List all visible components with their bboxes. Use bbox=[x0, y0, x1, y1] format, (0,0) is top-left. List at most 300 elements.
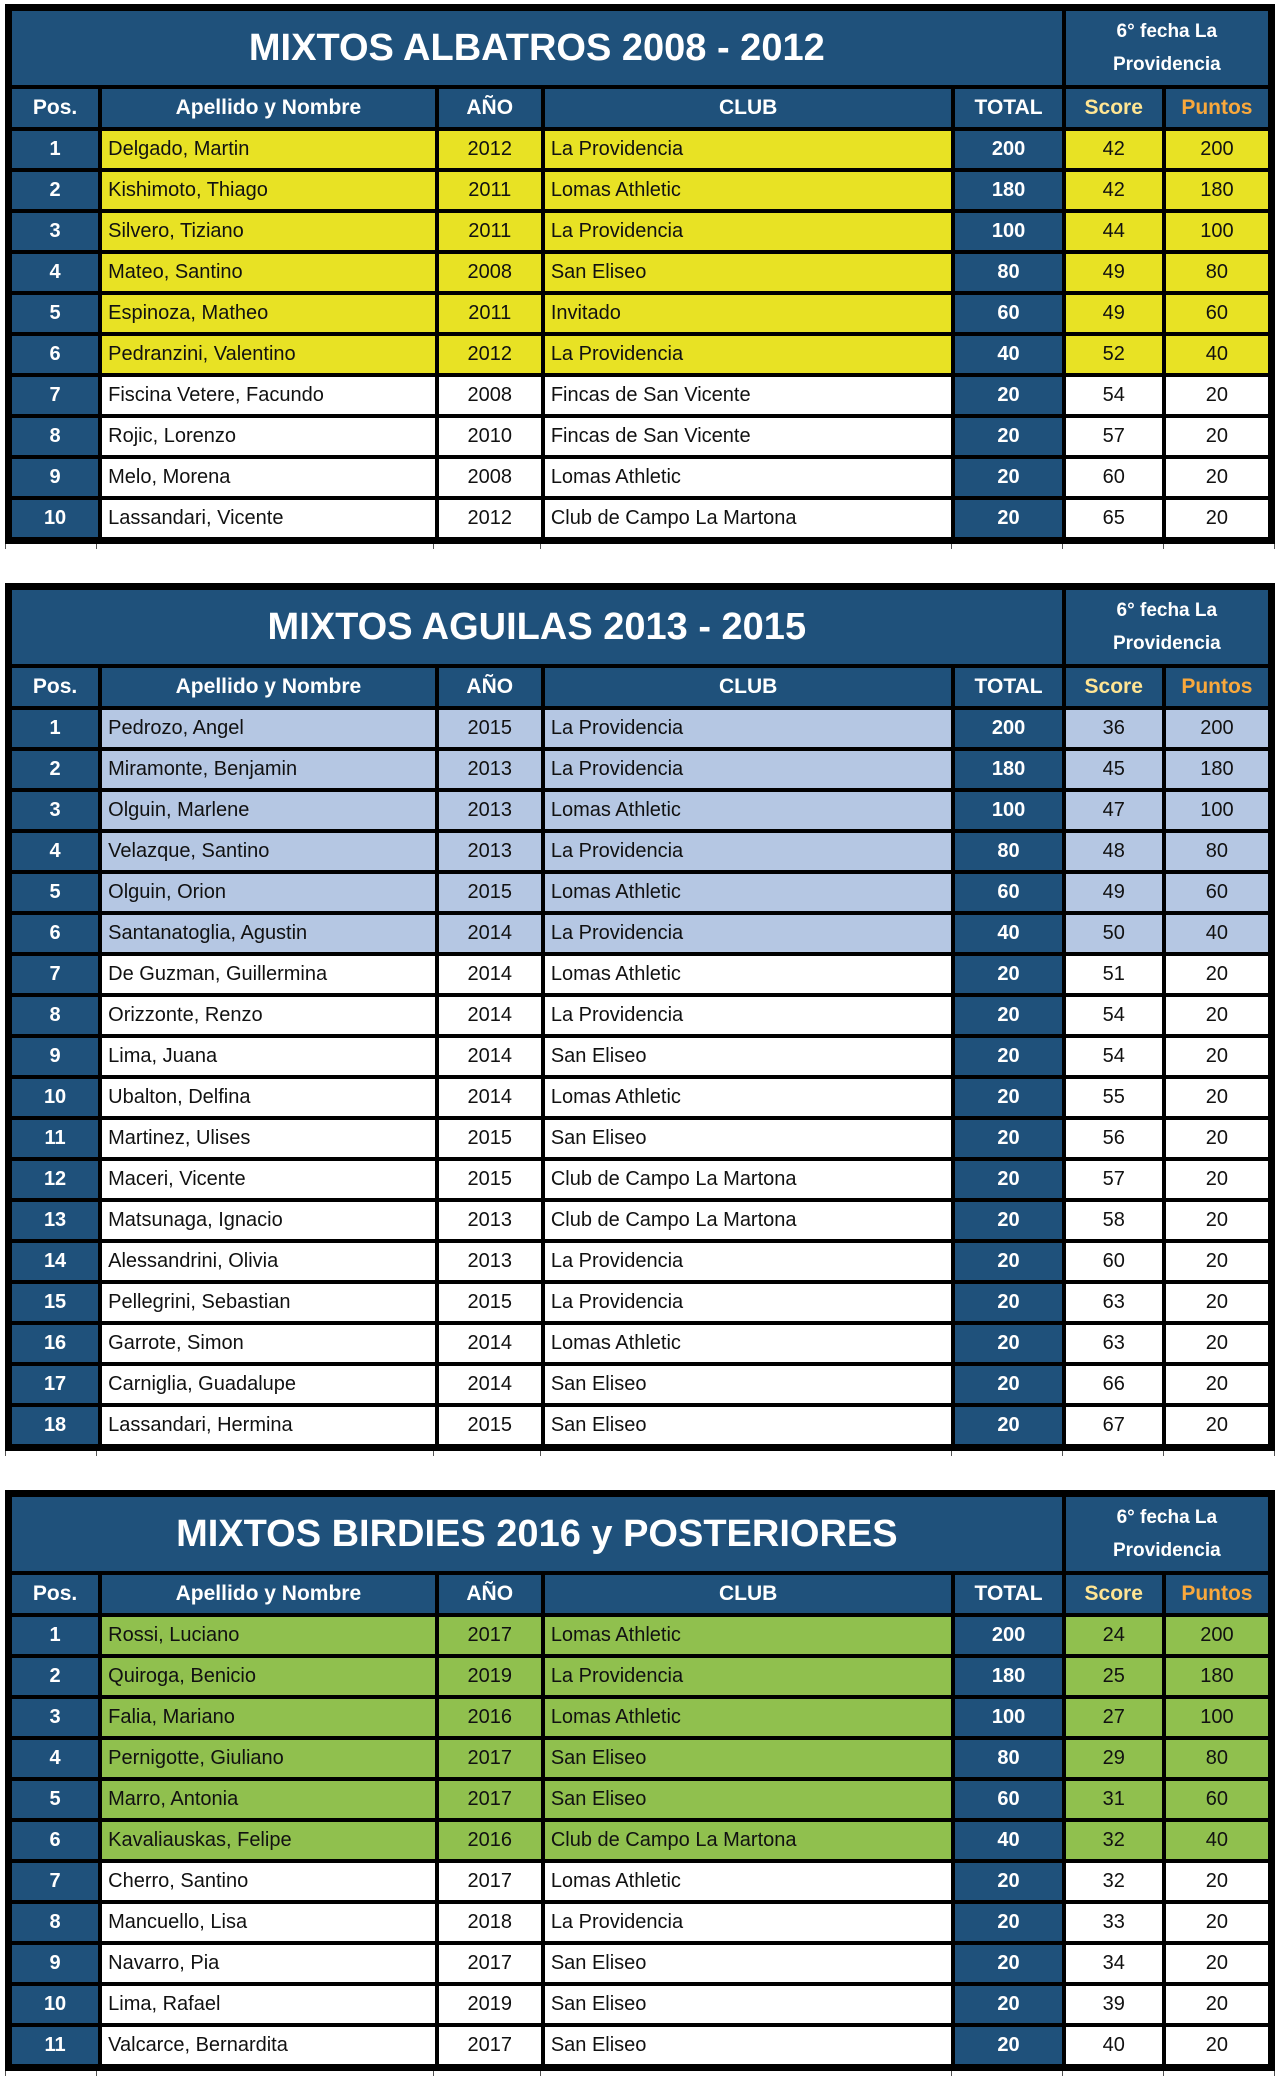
puntos-cell: 20 bbox=[1164, 1943, 1270, 1984]
pos-cell: 5 bbox=[10, 872, 100, 913]
club-cell: San Eliseo bbox=[543, 1118, 954, 1159]
pos-cell: 7 bbox=[10, 1861, 100, 1902]
puntos-cell: 20 bbox=[1164, 457, 1270, 498]
year-cell: 2015 bbox=[437, 1159, 543, 1200]
col-header-pos: Pos. bbox=[10, 666, 100, 708]
total-cell: 20 bbox=[953, 1200, 1063, 1241]
year-cell: 2013 bbox=[437, 790, 543, 831]
table-row bbox=[10, 1697, 1270, 1738]
table-frame bbox=[5, 4, 1275, 544]
score-cell: 48 bbox=[1064, 831, 1164, 872]
col-header-score: Score bbox=[1064, 1573, 1164, 1615]
score-cell: 55 bbox=[1064, 1077, 1164, 1118]
table-row bbox=[10, 457, 1270, 498]
name-cell: Espinoza, Matheo bbox=[100, 293, 437, 334]
name-cell: Pellegrini, Sebastian bbox=[100, 1282, 437, 1323]
table-title: MIXTOS AGUILAS 2013 - 2015 bbox=[10, 588, 1064, 666]
table-row bbox=[10, 416, 1270, 457]
puntos-cell: 60 bbox=[1164, 1779, 1270, 1820]
club-cell: Lomas Athletic bbox=[543, 872, 954, 913]
pos-cell: 2 bbox=[10, 749, 100, 790]
col-header-total: TOTAL bbox=[953, 666, 1063, 708]
col-header-year: AÑO bbox=[437, 666, 543, 708]
puntos-cell: 20 bbox=[1164, 375, 1270, 416]
score-cell: 27 bbox=[1064, 1697, 1164, 1738]
total-cell: 80 bbox=[953, 831, 1063, 872]
pos-cell: 13 bbox=[10, 1200, 100, 1241]
total-cell: 180 bbox=[953, 170, 1063, 211]
name-cell: Kavaliauskas, Felipe bbox=[100, 1820, 437, 1861]
year-cell: 2012 bbox=[437, 498, 543, 539]
total-cell: 20 bbox=[953, 1861, 1063, 1902]
table-row bbox=[10, 954, 1270, 995]
puntos-cell: 40 bbox=[1164, 1820, 1270, 1861]
pos-cell: 8 bbox=[10, 1902, 100, 1943]
pos-cell: 9 bbox=[10, 457, 100, 498]
year-cell: 2010 bbox=[437, 416, 543, 457]
col-header-score: Score bbox=[1064, 666, 1164, 708]
total-cell: 20 bbox=[953, 416, 1063, 457]
pos-cell: 17 bbox=[10, 1364, 100, 1405]
club-cell: La Providencia bbox=[543, 129, 954, 170]
club-cell: Invitado bbox=[543, 293, 954, 334]
score-cell: 32 bbox=[1064, 1820, 1164, 1861]
pos-cell: 1 bbox=[10, 708, 100, 749]
table-frame bbox=[5, 583, 1275, 1451]
year-cell: 2017 bbox=[437, 1615, 543, 1656]
club-cell: Lomas Athletic bbox=[543, 457, 954, 498]
pos-cell: 4 bbox=[10, 831, 100, 872]
total-cell: 20 bbox=[953, 375, 1063, 416]
puntos-cell: 60 bbox=[1164, 293, 1270, 334]
table-row bbox=[10, 2025, 1270, 2066]
name-cell: Velazque, Santino bbox=[100, 831, 437, 872]
name-cell: Kishimoto, Thiago bbox=[100, 170, 437, 211]
pos-cell: 8 bbox=[10, 416, 100, 457]
puntos-cell: 20 bbox=[1164, 2025, 1270, 2066]
name-cell: Lassandari, Hermina bbox=[100, 1405, 437, 1446]
club-cell: San Eliseo bbox=[543, 1984, 954, 2025]
club-cell: San Eliseo bbox=[543, 1405, 954, 1446]
table-row bbox=[10, 170, 1270, 211]
total-cell: 20 bbox=[953, 1282, 1063, 1323]
puntos-cell: 20 bbox=[1164, 498, 1270, 539]
name-cell: Valcarce, Bernardita bbox=[100, 2025, 437, 2066]
year-cell: 2016 bbox=[437, 1697, 543, 1738]
puntos-cell: 20 bbox=[1164, 954, 1270, 995]
name-cell: Santanatoglia, Agustin bbox=[100, 913, 437, 954]
pos-cell: 11 bbox=[10, 1118, 100, 1159]
total-cell: 20 bbox=[953, 498, 1063, 539]
score-cell: 45 bbox=[1064, 749, 1164, 790]
total-cell: 20 bbox=[953, 457, 1063, 498]
total-cell: 80 bbox=[953, 1738, 1063, 1779]
pos-cell: 1 bbox=[10, 1615, 100, 1656]
club-cell: La Providencia bbox=[543, 708, 954, 749]
partial-row-stub bbox=[5, 544, 1275, 549]
year-cell: 2014 bbox=[437, 954, 543, 995]
total-cell: 60 bbox=[953, 872, 1063, 913]
pos-cell: 2 bbox=[10, 170, 100, 211]
year-cell: 2013 bbox=[437, 749, 543, 790]
year-cell: 2016 bbox=[437, 1820, 543, 1861]
name-cell: Delgado, Martin bbox=[100, 129, 437, 170]
score-cell: 32 bbox=[1064, 1861, 1164, 1902]
pos-cell: 8 bbox=[10, 995, 100, 1036]
col-header-club: CLUB bbox=[543, 87, 954, 129]
score-cell: 63 bbox=[1064, 1323, 1164, 1364]
score-cell: 60 bbox=[1064, 457, 1164, 498]
year-cell: 2015 bbox=[437, 1405, 543, 1446]
club-cell: San Eliseo bbox=[543, 1364, 954, 1405]
club-cell: La Providencia bbox=[543, 1241, 954, 1282]
table-row bbox=[10, 1738, 1270, 1779]
table-row bbox=[10, 1323, 1270, 1364]
pos-cell: 10 bbox=[10, 498, 100, 539]
puntos-cell: 20 bbox=[1164, 416, 1270, 457]
pos-cell: 3 bbox=[10, 211, 100, 252]
event-label: 6° fecha La Providencia bbox=[1064, 588, 1270, 666]
col-header-club: CLUB bbox=[543, 1573, 954, 1615]
pos-cell: 4 bbox=[10, 252, 100, 293]
pos-cell: 7 bbox=[10, 375, 100, 416]
table-row bbox=[10, 708, 1270, 749]
table-row bbox=[10, 913, 1270, 954]
name-cell: Lassandari, Vicente bbox=[100, 498, 437, 539]
table-row bbox=[10, 1118, 1270, 1159]
table-row bbox=[10, 129, 1270, 170]
puntos-cell: 200 bbox=[1164, 129, 1270, 170]
col-header-name: Apellido y Nombre bbox=[100, 87, 437, 129]
year-cell: 2014 bbox=[437, 1077, 543, 1118]
puntos-cell: 20 bbox=[1164, 1282, 1270, 1323]
puntos-cell: 100 bbox=[1164, 1697, 1270, 1738]
name-cell: Olguin, Orion bbox=[100, 872, 437, 913]
event-label: 6° fecha La Providencia bbox=[1064, 9, 1270, 87]
puntos-cell: 40 bbox=[1164, 334, 1270, 375]
puntos-cell: 20 bbox=[1164, 1159, 1270, 1200]
table-row bbox=[10, 995, 1270, 1036]
table-frame bbox=[5, 1490, 1275, 2071]
col-header-year: AÑO bbox=[437, 87, 543, 129]
score-cell: 47 bbox=[1064, 790, 1164, 831]
year-cell: 2015 bbox=[437, 872, 543, 913]
col-header-puntos: Puntos bbox=[1164, 666, 1270, 708]
table-row bbox=[10, 1159, 1270, 1200]
year-cell: 2017 bbox=[437, 1861, 543, 1902]
pos-cell: 15 bbox=[10, 1282, 100, 1323]
puntos-cell: 200 bbox=[1164, 708, 1270, 749]
name-cell: Carniglia, Guadalupe bbox=[100, 1364, 437, 1405]
club-cell: Lomas Athletic bbox=[543, 1861, 954, 1902]
year-cell: 2014 bbox=[437, 995, 543, 1036]
name-cell: Rojic, Lorenzo bbox=[100, 416, 437, 457]
year-cell: 2012 bbox=[437, 129, 543, 170]
table-title: MIXTOS BIRDIES 2016 y POSTERIORES bbox=[10, 1495, 1064, 1573]
puntos-cell: 20 bbox=[1164, 1200, 1270, 1241]
total-cell: 20 bbox=[953, 1984, 1063, 2025]
title-row bbox=[10, 9, 1270, 87]
puntos-cell: 20 bbox=[1164, 1984, 1270, 2025]
results-table bbox=[5, 4, 1275, 549]
name-cell: Rossi, Luciano bbox=[100, 1615, 437, 1656]
name-cell: Alessandrini, Olivia bbox=[100, 1241, 437, 1282]
club-cell: Lomas Athletic bbox=[543, 1615, 954, 1656]
puntos-cell: 180 bbox=[1164, 749, 1270, 790]
club-cell: San Eliseo bbox=[543, 1943, 954, 1984]
club-cell: Club de Campo La Martona bbox=[543, 498, 954, 539]
club-cell: La Providencia bbox=[543, 211, 954, 252]
year-cell: 2017 bbox=[437, 1779, 543, 1820]
table-row bbox=[10, 1615, 1270, 1656]
club-cell: Club de Campo La Martona bbox=[543, 1820, 954, 1861]
club-cell: San Eliseo bbox=[543, 2025, 954, 2066]
score-cell: 34 bbox=[1064, 1943, 1164, 1984]
pos-cell: 14 bbox=[10, 1241, 100, 1282]
partial-row-stub bbox=[5, 1451, 1275, 1456]
score-cell: 40 bbox=[1064, 2025, 1164, 2066]
table-row bbox=[10, 498, 1270, 539]
club-cell: La Providencia bbox=[543, 1656, 954, 1697]
total-cell: 100 bbox=[953, 1697, 1063, 1738]
club-cell: Lomas Athletic bbox=[543, 170, 954, 211]
year-cell: 2019 bbox=[437, 1656, 543, 1697]
puntos-cell: 80 bbox=[1164, 831, 1270, 872]
total-cell: 80 bbox=[953, 252, 1063, 293]
name-cell: Pedranzini, Valentino bbox=[100, 334, 437, 375]
year-cell: 2017 bbox=[437, 1943, 543, 1984]
total-cell: 40 bbox=[953, 1820, 1063, 1861]
name-cell: Mateo, Santino bbox=[100, 252, 437, 293]
puntos-cell: 80 bbox=[1164, 252, 1270, 293]
pos-cell: 5 bbox=[10, 293, 100, 334]
pos-cell: 6 bbox=[10, 334, 100, 375]
club-cell: La Providencia bbox=[543, 749, 954, 790]
total-cell: 20 bbox=[953, 1118, 1063, 1159]
table-row bbox=[10, 1200, 1270, 1241]
club-cell: La Providencia bbox=[543, 831, 954, 872]
title-row bbox=[10, 588, 1270, 666]
name-cell: Lima, Rafael bbox=[100, 1984, 437, 2025]
puntos-cell: 20 bbox=[1164, 1323, 1270, 1364]
col-header-club: CLUB bbox=[543, 666, 954, 708]
pos-cell: 9 bbox=[10, 1943, 100, 1984]
puntos-cell: 20 bbox=[1164, 995, 1270, 1036]
score-cell: 65 bbox=[1064, 498, 1164, 539]
name-cell: Quiroga, Benicio bbox=[100, 1656, 437, 1697]
name-cell: Fiscina Vetere, Facundo bbox=[100, 375, 437, 416]
name-cell: Mancuello, Lisa bbox=[100, 1902, 437, 1943]
puntos-cell: 20 bbox=[1164, 1241, 1270, 1282]
table-row bbox=[10, 872, 1270, 913]
puntos-cell: 20 bbox=[1164, 1077, 1270, 1118]
name-cell: Navarro, Pia bbox=[100, 1943, 437, 1984]
name-cell: Ubalton, Delfina bbox=[100, 1077, 437, 1118]
standings-table bbox=[8, 1493, 1272, 2068]
name-cell: De Guzman, Guillermina bbox=[100, 954, 437, 995]
results-table bbox=[5, 583, 1275, 1456]
total-cell: 40 bbox=[953, 334, 1063, 375]
score-cell: 49 bbox=[1064, 872, 1164, 913]
total-cell: 200 bbox=[953, 129, 1063, 170]
year-cell: 2017 bbox=[437, 2025, 543, 2066]
year-cell: 2012 bbox=[437, 334, 543, 375]
score-cell: 66 bbox=[1064, 1364, 1164, 1405]
pos-cell: 6 bbox=[10, 913, 100, 954]
total-cell: 180 bbox=[953, 749, 1063, 790]
score-cell: 51 bbox=[1064, 954, 1164, 995]
pos-cell: 10 bbox=[10, 1984, 100, 2025]
club-cell: San Eliseo bbox=[543, 1036, 954, 1077]
pos-cell: 16 bbox=[10, 1323, 100, 1364]
year-cell: 2017 bbox=[437, 1738, 543, 1779]
table-row bbox=[10, 1861, 1270, 1902]
name-cell: Lima, Juana bbox=[100, 1036, 437, 1077]
total-cell: 20 bbox=[953, 1241, 1063, 1282]
pos-cell: 11 bbox=[10, 2025, 100, 2066]
name-cell: Pedrozo, Angel bbox=[100, 708, 437, 749]
total-cell: 20 bbox=[953, 1902, 1063, 1943]
table-row bbox=[10, 1241, 1270, 1282]
year-cell: 2019 bbox=[437, 1984, 543, 2025]
name-cell: Falia, Mariano bbox=[100, 1697, 437, 1738]
year-cell: 2015 bbox=[437, 708, 543, 749]
puntos-cell: 80 bbox=[1164, 1738, 1270, 1779]
club-cell: La Providencia bbox=[543, 995, 954, 1036]
standings-table bbox=[8, 586, 1272, 1448]
table-row bbox=[10, 749, 1270, 790]
club-cell: Lomas Athletic bbox=[543, 1323, 954, 1364]
table-row bbox=[10, 1077, 1270, 1118]
table-row bbox=[10, 1364, 1270, 1405]
total-cell: 180 bbox=[953, 1656, 1063, 1697]
table-row bbox=[10, 375, 1270, 416]
year-cell: 2014 bbox=[437, 913, 543, 954]
standings-table bbox=[8, 7, 1272, 541]
score-cell: 58 bbox=[1064, 1200, 1164, 1241]
column-header-row bbox=[10, 87, 1270, 129]
score-cell: 42 bbox=[1064, 170, 1164, 211]
club-cell: San Eliseo bbox=[543, 252, 954, 293]
club-cell: San Eliseo bbox=[543, 1738, 954, 1779]
column-header-row bbox=[10, 666, 1270, 708]
event-label: 6° fecha La Providencia bbox=[1064, 1495, 1270, 1573]
name-cell: Cherro, Santino bbox=[100, 1861, 437, 1902]
pos-cell: 6 bbox=[10, 1820, 100, 1861]
column-header-row bbox=[10, 1573, 1270, 1615]
score-cell: 29 bbox=[1064, 1738, 1164, 1779]
puntos-cell: 20 bbox=[1164, 1861, 1270, 1902]
year-cell: 2011 bbox=[437, 293, 543, 334]
puntos-cell: 20 bbox=[1164, 1036, 1270, 1077]
table-row bbox=[10, 334, 1270, 375]
pos-cell: 7 bbox=[10, 954, 100, 995]
name-cell: Silvero, Tiziano bbox=[100, 211, 437, 252]
total-cell: 20 bbox=[953, 1364, 1063, 1405]
puntos-cell: 180 bbox=[1164, 170, 1270, 211]
name-cell: Matsunaga, Ignacio bbox=[100, 1200, 437, 1241]
puntos-cell: 180 bbox=[1164, 1656, 1270, 1697]
club-cell: La Providencia bbox=[543, 334, 954, 375]
col-header-puntos: Puntos bbox=[1164, 87, 1270, 129]
puntos-cell: 200 bbox=[1164, 1615, 1270, 1656]
name-cell: Pernigotte, Giuliano bbox=[100, 1738, 437, 1779]
col-header-total: TOTAL bbox=[953, 1573, 1063, 1615]
score-cell: 39 bbox=[1064, 1984, 1164, 2025]
year-cell: 2014 bbox=[437, 1036, 543, 1077]
year-cell: 2008 bbox=[437, 375, 543, 416]
club-cell: Lomas Athletic bbox=[543, 1077, 954, 1118]
score-cell: 36 bbox=[1064, 708, 1164, 749]
table-row bbox=[10, 1943, 1270, 1984]
score-cell: 42 bbox=[1064, 129, 1164, 170]
col-header-total: TOTAL bbox=[953, 87, 1063, 129]
year-cell: 2015 bbox=[437, 1282, 543, 1323]
total-cell: 60 bbox=[953, 1779, 1063, 1820]
total-cell: 20 bbox=[953, 954, 1063, 995]
year-cell: 2008 bbox=[437, 252, 543, 293]
table-row bbox=[10, 1902, 1270, 1943]
pos-cell: 12 bbox=[10, 1159, 100, 1200]
total-cell: 100 bbox=[953, 211, 1063, 252]
table-row bbox=[10, 293, 1270, 334]
table-row bbox=[10, 252, 1270, 293]
score-cell: 60 bbox=[1064, 1241, 1164, 1282]
score-cell: 56 bbox=[1064, 1118, 1164, 1159]
table-row bbox=[10, 1779, 1270, 1820]
club-cell: La Providencia bbox=[543, 1902, 954, 1943]
year-cell: 2018 bbox=[437, 1902, 543, 1943]
puntos-cell: 20 bbox=[1164, 1902, 1270, 1943]
score-cell: 50 bbox=[1064, 913, 1164, 954]
name-cell: Martinez, Ulises bbox=[100, 1118, 437, 1159]
table-row bbox=[10, 790, 1270, 831]
pos-cell: 1 bbox=[10, 129, 100, 170]
table-row bbox=[10, 1656, 1270, 1697]
year-cell: 2011 bbox=[437, 170, 543, 211]
pos-cell: 3 bbox=[10, 1697, 100, 1738]
col-header-score: Score bbox=[1064, 87, 1164, 129]
club-cell: Club de Campo La Martona bbox=[543, 1159, 954, 1200]
col-header-pos: Pos. bbox=[10, 1573, 100, 1615]
year-cell: 2011 bbox=[437, 211, 543, 252]
score-cell: 24 bbox=[1064, 1615, 1164, 1656]
pos-cell: 5 bbox=[10, 1779, 100, 1820]
name-cell: Miramonte, Benjamin bbox=[100, 749, 437, 790]
table-row bbox=[10, 831, 1270, 872]
table-row bbox=[10, 211, 1270, 252]
pos-cell: 2 bbox=[10, 1656, 100, 1697]
score-cell: 49 bbox=[1064, 293, 1164, 334]
club-cell: La Providencia bbox=[543, 913, 954, 954]
results-table bbox=[5, 1490, 1275, 2076]
table-row bbox=[10, 1984, 1270, 2025]
title-row bbox=[10, 1495, 1270, 1573]
year-cell: 2015 bbox=[437, 1118, 543, 1159]
pos-cell: 4 bbox=[10, 1738, 100, 1779]
total-cell: 20 bbox=[953, 995, 1063, 1036]
total-cell: 20 bbox=[953, 1943, 1063, 1984]
total-cell: 20 bbox=[953, 2025, 1063, 2066]
puntos-cell: 20 bbox=[1164, 1364, 1270, 1405]
year-cell: 2014 bbox=[437, 1364, 543, 1405]
total-cell: 20 bbox=[953, 1077, 1063, 1118]
score-cell: 31 bbox=[1064, 1779, 1164, 1820]
col-header-year: AÑO bbox=[437, 1573, 543, 1615]
table-row bbox=[10, 1405, 1270, 1446]
year-cell: 2014 bbox=[437, 1323, 543, 1364]
club-cell: San Eliseo bbox=[543, 1779, 954, 1820]
